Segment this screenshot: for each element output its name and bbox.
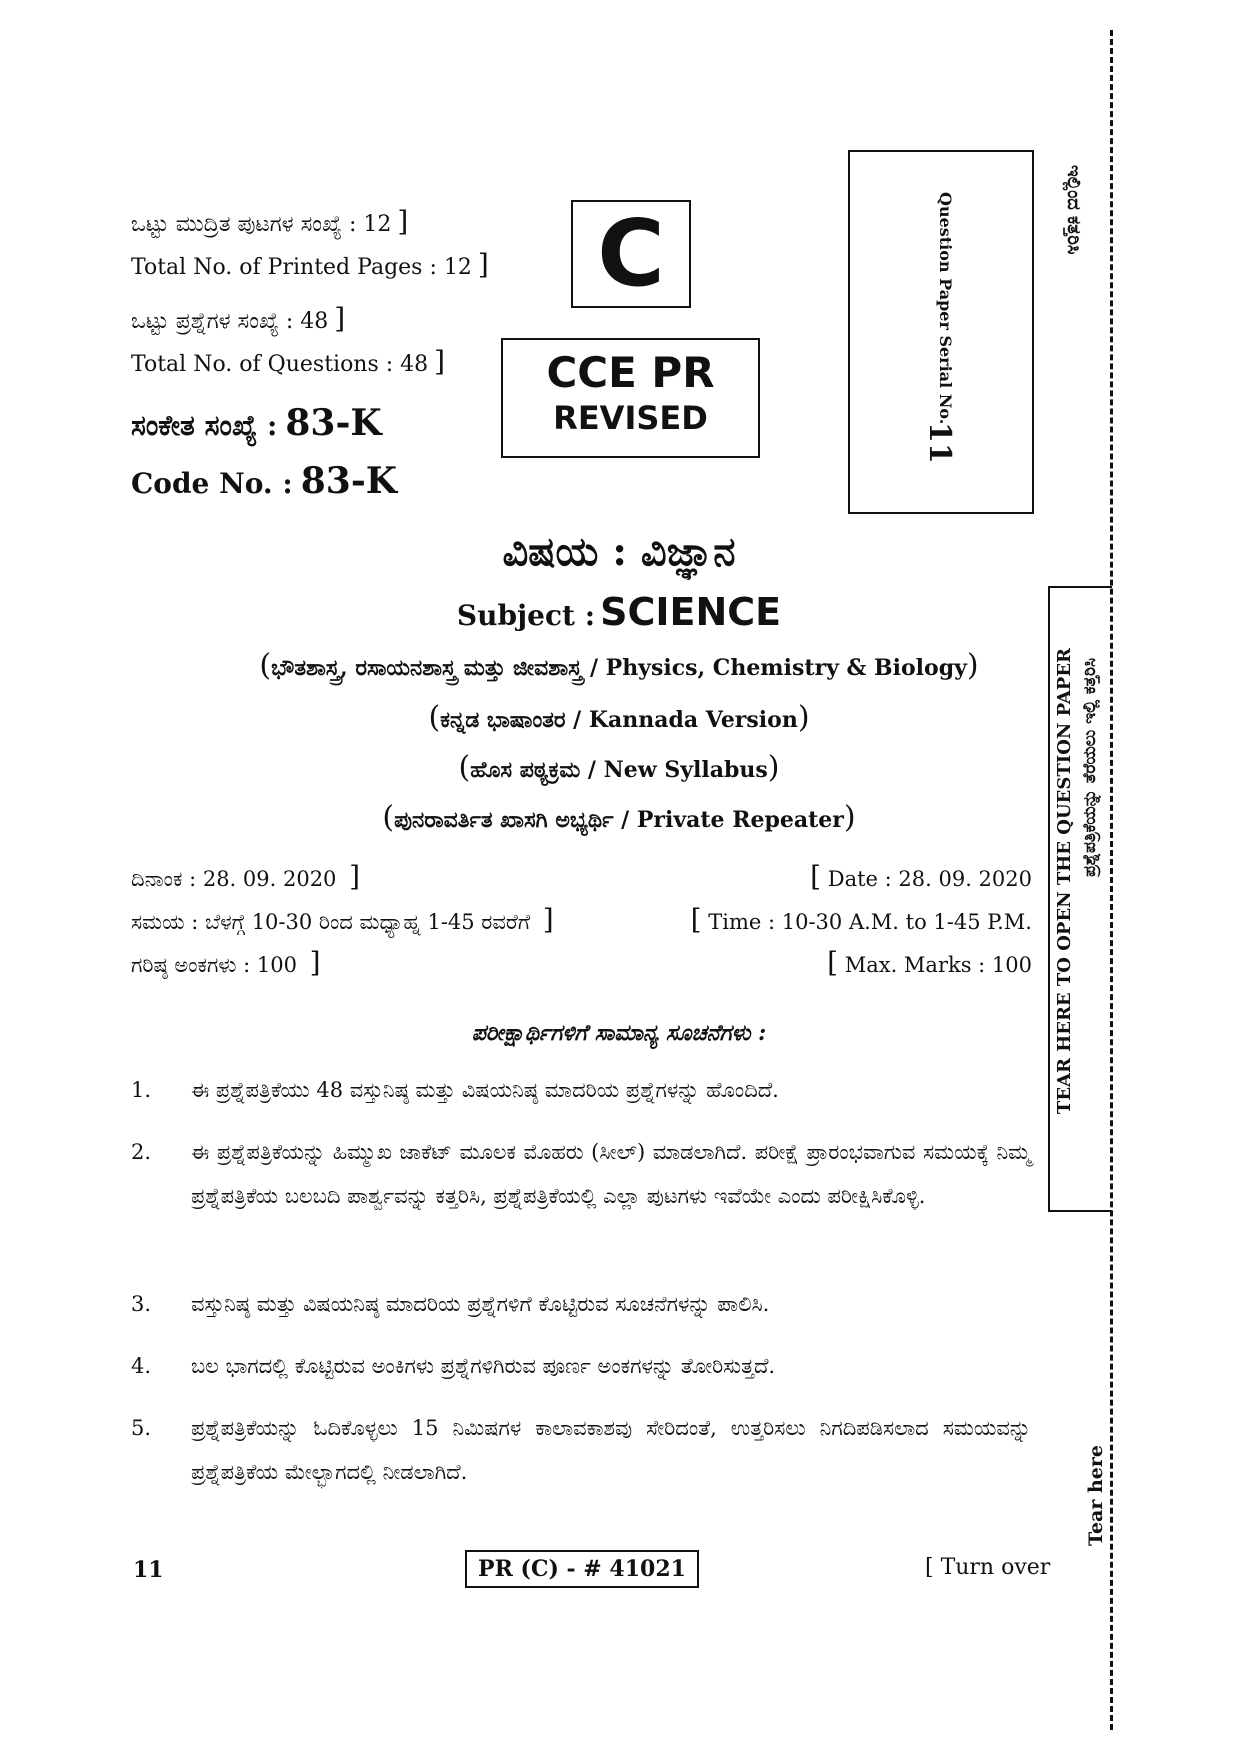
tear-instruction-kn: ಪ್ರಶ್ನೆಪತ್ರಿಕೆಯನ್ನು ತೆರೆಯಲು ಇಲ್ಲಿ ಕತ್ತರಿಸಿ xyxy=(1080,658,1100,877)
subject-branches: (ಭೌತಶಾಸ್ತ್ರ, ರಸಾಯನಶಾಸ್ತ್ರ ಮತ್ತು ಜೀವಶಾಸ್ತ್ರ / Physics, Chemistry & Biology) xyxy=(259,648,979,683)
instruction-item: 2. ಈ ಪ್ರಶ್ನೆಪತ್ರಿಕೆಯನ್ನು ಹಿಮ್ಮುಖ ಜಾಕೆಟ್ ಮೂಲಕ ಮೊಹರು (ಸೀಲ್) ಮಾಡಲಾಗಿದೆ. ಪರೀಕ್ಷೆ ಪ್ರಾರಂಭವಾಗುವ ಸಮಯಕ್ಕೆ ನಿಮ್ಮ ಪ್ರಶ್ನೆಪತ್ರಿಕೆಯ ಬಲಬದಿ ಪಾರ್ಶ್ವವನ್ನು ಕತ್ತರಿಸಿ, ಪ್ರಶ್ನೆಪತ್ರಿಕೆಯಲ್ಲಿ ಎಲ್ಲಾ ಪುಟಗಳು ಇವೆಯೇ ಎಂದು ಪರೀಕ್ಷಿಸಿಕೊಳ್ಳಿ. xyxy=(131,1140,1031,1208)
turn-over: [ Turn over xyxy=(925,1555,1051,1580)
candidate-line: (ಪುನರಾವರ್ತಿತ ಖಾಸಗಿ ಅಭ್ಯರ್ಥಿ / Private Repeater) xyxy=(382,800,856,835)
version-line: (ಕನ್ನಡ ಭಾಷಾಂತರ / Kannada Version) xyxy=(428,700,810,735)
paper-code: PR (C) - # 41021 xyxy=(465,1550,699,1588)
subject-en: Subject : SCIENCE xyxy=(456,590,782,634)
tear-dashed-line[interactable] xyxy=(1110,30,1113,1730)
serial-number-box xyxy=(848,150,1034,514)
serial-label: Question Paper Serial No. xyxy=(936,192,955,425)
instruction-item: 5. ಪ್ರಶ್ನೆಪತ್ರಿಕೆಯನ್ನು ಓದಿಕೊಳ್ಳಲು 15 ನಿಮಿಷಗಳ ಕಾಲಾವಕಾಶವು ಸೇರಿದಂತೆ, ಉತ್ತರಿಸಲು ನಿಗದಿಪಡಿಸಲಾದ ಸಮಯವನ್ನು ಪ್ರಶ್ನೆಪತ್ರಿಕೆಯ ಮೇಲ್ಭಾಗದಲ್ಲಿ ನೀಡಲಾಗಿದೆ. xyxy=(131,1416,1031,1484)
cce-pr-box xyxy=(501,338,760,458)
subject-kn: ವಿಷಯ : ವಿಜ್ಞಾನ xyxy=(502,528,736,575)
time-kn: ಸಮಯ : ಬೆಳಗ್ಗೆ 10-30 ರಿಂದ ಮಧ್ಯಾಹ್ನ 1-45 ರವರೆಗೆ ] xyxy=(131,903,554,936)
questions-count-en: Total No. of Questions : 48 ] xyxy=(131,345,446,378)
printed-pages-kn: ಒಟ್ಟು ಮುದ್ರಿತ ಪುಟಗಳ ಸಂಖ್ಯೆ : 12 ] xyxy=(131,205,409,238)
date-en: [ Date : 28. 09. 2020 xyxy=(810,860,1032,893)
code-number-en: Code No. : 83-K xyxy=(131,460,398,502)
time-en: [ Time : 10-30 A.M. to 1-45 P.M. xyxy=(690,903,1032,936)
version-letter-box xyxy=(571,200,691,308)
max-marks-en: [ Max. Marks : 100 xyxy=(827,946,1032,979)
page-number: 11 xyxy=(133,1557,164,1583)
instructions-title: ಪರೀಕ್ಷಾರ್ಥಿಗಳಿಗೆ ಸಾಮಾನ್ಯ ಸೂಚನೆಗಳು : xyxy=(471,1020,767,1046)
tear-here-label: Tear here xyxy=(1085,1445,1107,1546)
code-number-kn: ಸಂಕೇತ ಸಂಖ್ಯೆ : 83-K xyxy=(131,402,382,444)
revised-label: REVISED xyxy=(553,399,708,437)
printed-pages-en: Total No. of Printed Pages : 12 ] xyxy=(131,248,489,281)
syllabus-line: (ಹೊಸ ಪಠ್ಯಕ್ರಮ / New Syllabus) xyxy=(458,750,780,785)
tear-instruction-en: TEAR HERE TO OPEN THE QUESTION PAPER xyxy=(1054,648,1075,1115)
instruction-item: 1. ಈ ಪ್ರಶ್ನೆಪತ್ರಿಕೆಯು 48 ವಸ್ತುನಿಷ್ಠ ಮತ್ತು ವಿಷಯನಿಷ್ಠ ಮಾದರಿಯ ಪ್ರಶ್ನೆಗಳನ್ನು ಹೊಂದಿದೆ. xyxy=(131,1078,779,1102)
serial-number: 11 xyxy=(922,422,957,464)
tear-top-kn: ಇಲ್ಲಿಂದ ಕತ್ತರಿಸಿ xyxy=(1063,165,1084,255)
instruction-item: 4. ಬಲ ಭಾಗದಲ್ಲಿ ಕೊಟ್ಟಿರುವ ಅಂಕಿಗಳು ಪ್ರಶ್ನೆಗಳಿಗಿರುವ ಪೂರ್ಣ ಅಂಕಗಳನ್ನು ತೋರಿಸುತ್ತದೆ. xyxy=(131,1354,776,1378)
instruction-item: 3. ವಸ್ತುನಿಷ್ಠ ಮತ್ತು ವಿಷಯನಿಷ್ಠ ಮಾದರಿಯ ಪ್ರಶ್ನೆಗಳಿಗೆ ಕೊಟ್ಟಿರುವ ಸೂಚನೆಗಳನ್ನು ಪಾಲಿಸಿ. xyxy=(131,1292,770,1316)
questions-count-kn: ಒಟ್ಟು ಪ್ರಶ್ನೆಗಳ ಸಂಖ್ಯೆ : 48 ] xyxy=(131,302,346,335)
version-letter: C xyxy=(597,200,665,307)
date-kn: ದಿನಾಂಕ : 28. 09. 2020 ] xyxy=(131,860,361,893)
max-marks-kn: ಗರಿಷ್ಠ ಅಂಕಗಳು : 100 ] xyxy=(131,946,321,979)
cce-pr-label: CCE PR xyxy=(546,348,715,397)
